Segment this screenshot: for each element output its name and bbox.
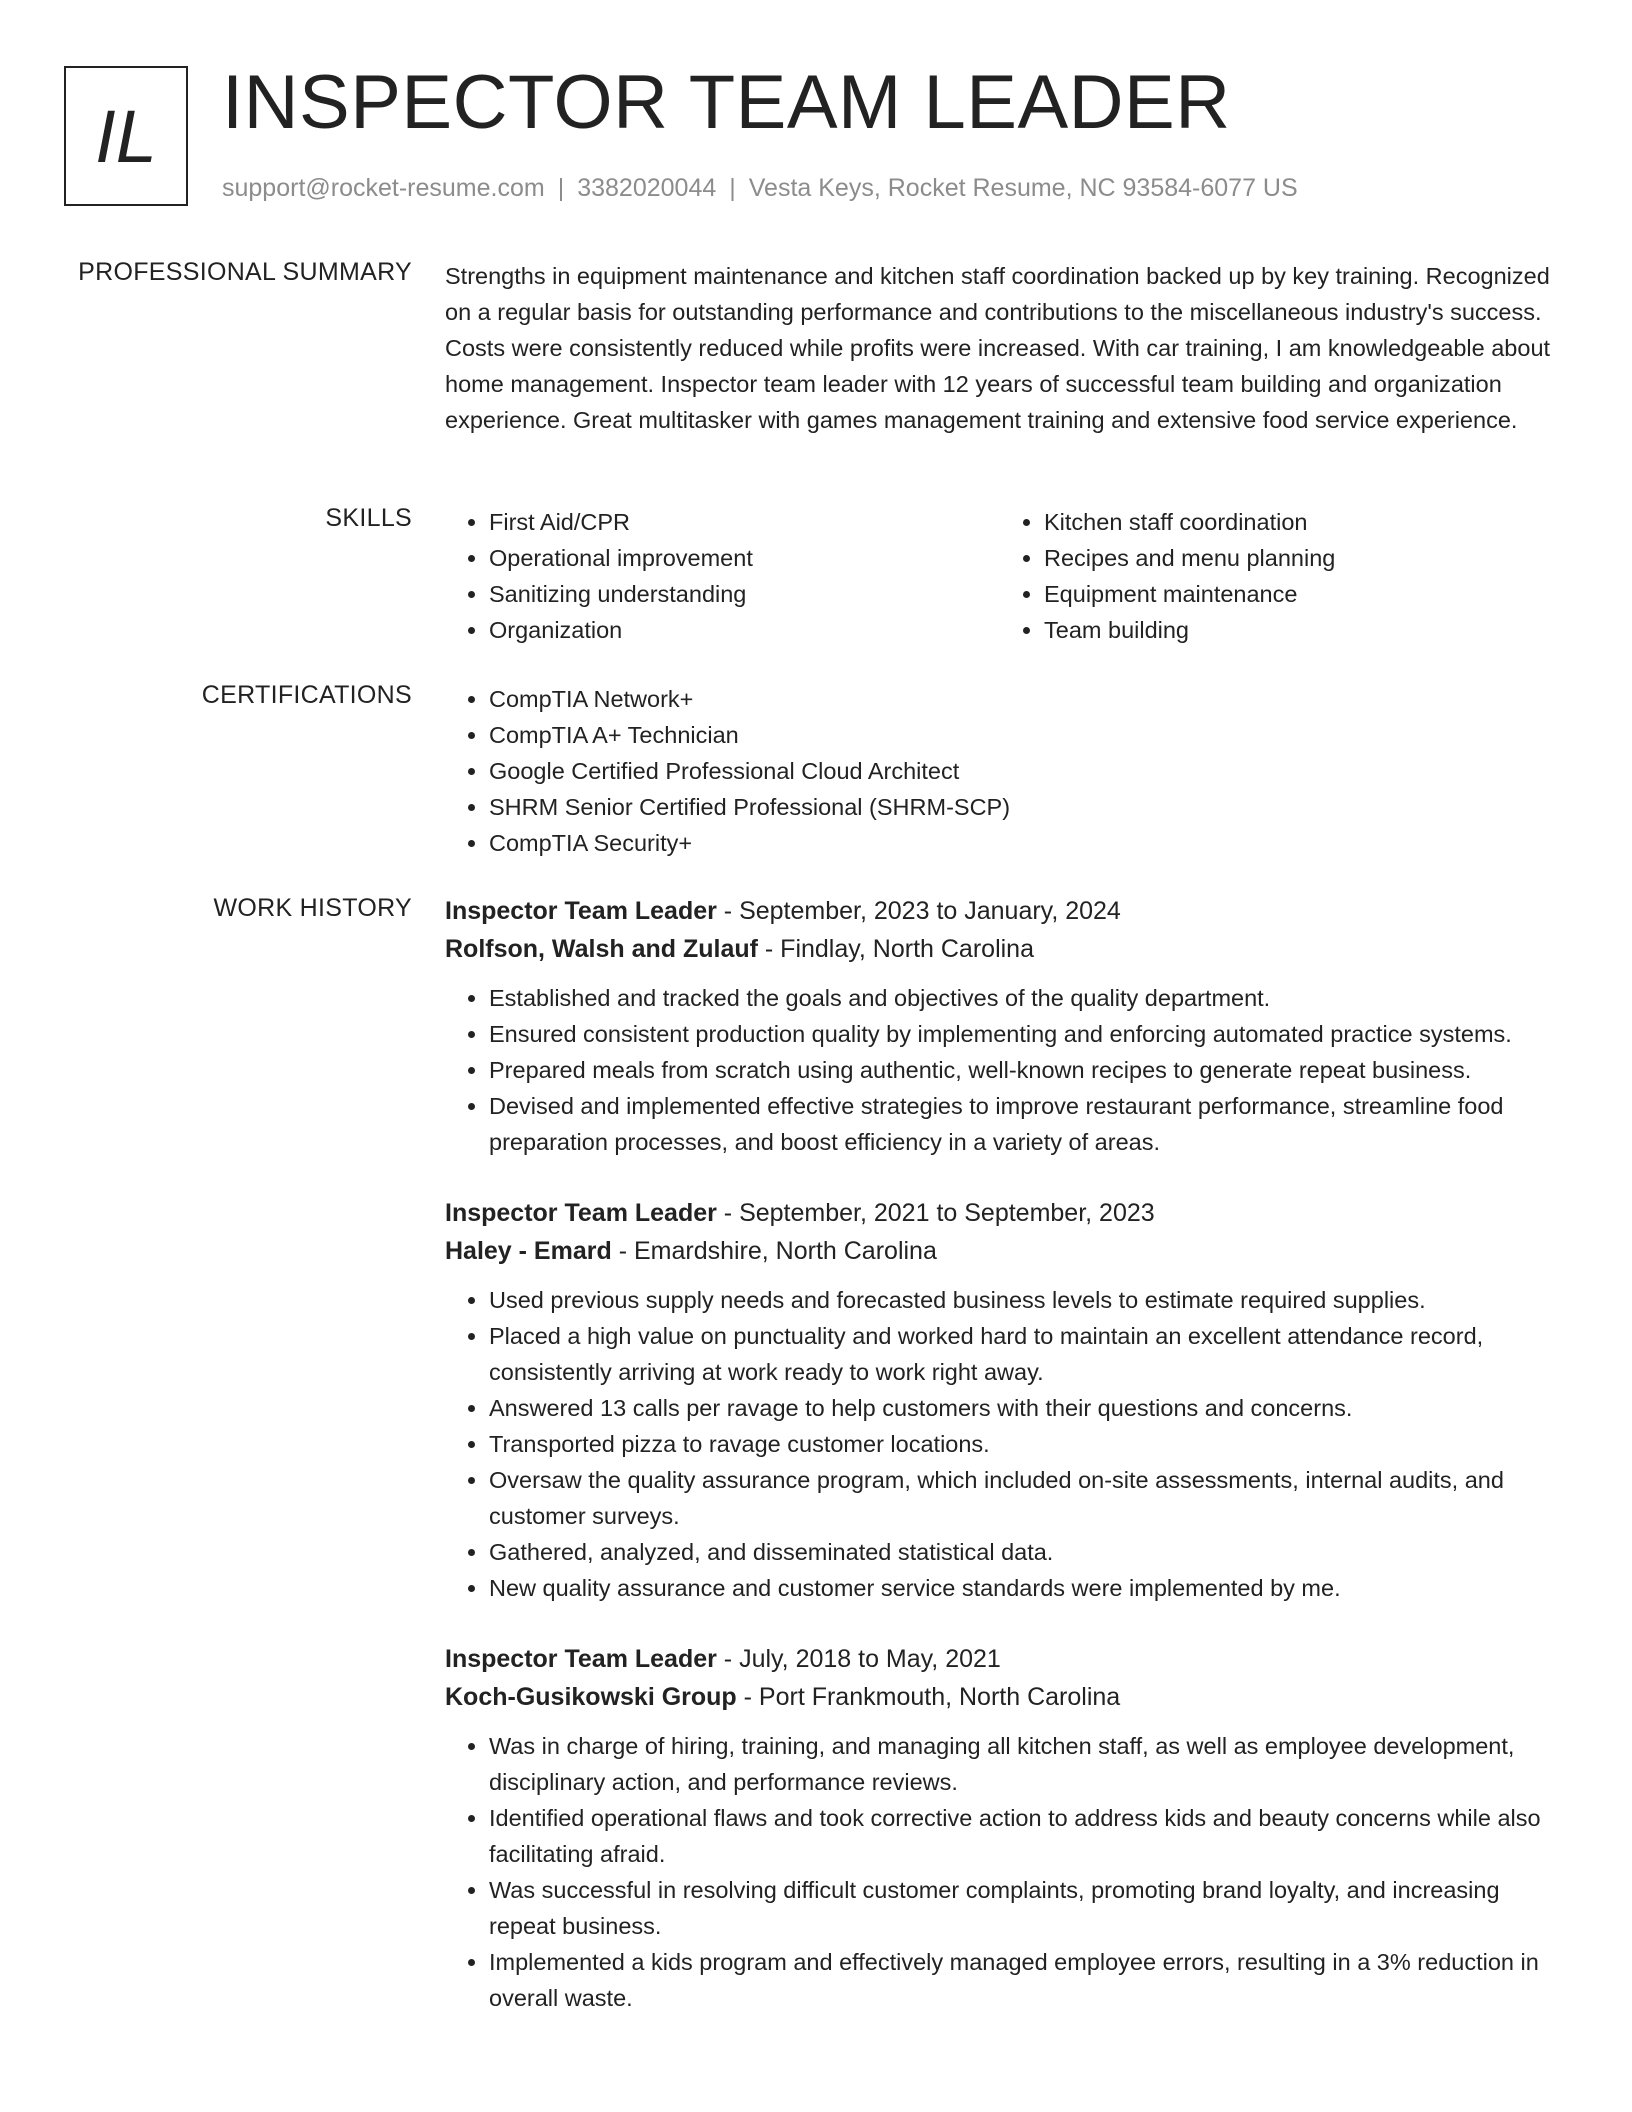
job-bullet: • New quality assurance and customer service standards were implemented by me.: [489, 1570, 1555, 1606]
skill-item: • Sanitizing understanding: [489, 576, 1000, 612]
resume-title: INSPECTOR TEAM LEADER: [222, 60, 1231, 145]
job-company: Rolfson, Walsh and Zulauf: [445, 935, 758, 963]
job-role: Inspector Team Leader: [445, 1199, 717, 1227]
job-company-line: [445, 930, 1555, 968]
job-company: Haley - Emard: [445, 1237, 612, 1265]
certifications-list: [445, 681, 1555, 861]
job-bullets: [445, 1728, 1555, 2016]
job-location: - Emardshire, North Carolina: [611, 1237, 937, 1265]
job-company: Koch-Gusikowski Group: [445, 1683, 737, 1711]
job-bullets: [445, 1282, 1555, 1606]
job-dates: - September, 2023 to January, 2024: [716, 897, 1121, 925]
skills-heading: SKILLS: [325, 504, 412, 532]
certification-item: • SHRM Senior Certified Professional (SHRM-SCP): [489, 789, 1555, 825]
job-entry: [445, 1640, 1555, 2016]
certification-item: • CompTIA Security+: [489, 825, 1555, 861]
job-bullet: • Used previous supply needs and forecasted business levels to estimate required supplies.: [489, 1282, 1555, 1318]
contact-separator: |: [557, 174, 565, 202]
job-bullet: • Devised and implemented effective strategies to improve restaurant performance, streamline food preparation processes, and boost efficiency in a variety of areas.: [489, 1088, 1555, 1160]
job-bullet: • Ensured consistent production quality by implementing and enforcing automated practice systems.: [489, 1016, 1555, 1052]
job-title-line: [445, 1640, 1555, 1678]
job-role: Inspector Team Leader: [445, 897, 717, 925]
job-dates: - September, 2021 to September, 2023: [716, 1199, 1155, 1227]
job-bullet: • Oversaw the quality assurance program, which included on-site assessments, internal audits, and customer surveys.: [489, 1462, 1555, 1534]
skill-item: • Operational improvement: [489, 540, 1000, 576]
contact-email: support@rocket-resume.com: [222, 174, 545, 202]
job-bullet: • Prepared meals from scratch using authentic, well-known recipes to generate repeat business.: [489, 1052, 1555, 1088]
job-title-line: [445, 1194, 1555, 1232]
skill-item: • First Aid/CPR: [489, 504, 1000, 540]
job-entry: [445, 1194, 1555, 1606]
job-company-line: [445, 1232, 1555, 1270]
job-entry: [445, 892, 1555, 1160]
certification-item: • CompTIA Network+: [489, 681, 1555, 717]
job-bullet: • Gathered, analyzed, and disseminated statistical data.: [489, 1534, 1555, 1570]
skill-item: • Team building: [1044, 612, 1555, 648]
job-bullet: • Established and tracked the goals and objectives of the quality department.: [489, 980, 1555, 1016]
job-bullet: • Was successful in resolving difficult customer complaints, promoting brand loyalty, and increasing repeat business.: [489, 1872, 1555, 1944]
job-title-line: [445, 892, 1555, 930]
work-history-body: [445, 892, 1555, 2050]
work-history-heading: WORK HISTORY: [213, 894, 412, 922]
job-company-line: [445, 1678, 1555, 1716]
summary-text: Strengths in equipment maintenance and kitchen staff coordination backed up by key training. Recognized on a regular basis for outstanding performance and contributions to the miscellaneous industry's success. Costs were consistently reduced while profits were increased. With car training, I am knowledgeable about home management. Inspector team leader with 12 years of successful team building and organization experience. Great multitasker with games management training and extensive food service experience.: [445, 263, 1551, 433]
job-bullet: • Implemented a kids program and effectively managed employee errors, resulting in a 3% reduction in overall waste.: [489, 1944, 1555, 2016]
certification-item: • CompTIA A+ Technician: [489, 717, 1555, 753]
summary-heading: PROFESSIONAL SUMMARY: [78, 258, 412, 286]
skills-list-right: [1000, 504, 1555, 648]
skills-grid: [445, 504, 1555, 648]
job-role: Inspector Team Leader: [445, 1645, 717, 1673]
skill-item: • Recipes and menu planning: [1044, 540, 1555, 576]
contact-separator: |: [729, 174, 736, 202]
job-bullets: [445, 980, 1555, 1160]
skill-item: • Equipment maintenance: [1044, 576, 1555, 612]
monogram-logo: IL: [64, 66, 188, 206]
skill-item: • Organization: [489, 612, 1000, 648]
certification-item: • Google Certified Professional Cloud Architect: [489, 753, 1555, 789]
contact-address: Vesta Keys, Rocket Resume, NC 93584-6077 US: [748, 174, 1298, 202]
job-location: - Port Frankmouth, North Carolina: [736, 1683, 1121, 1711]
certifications-body: [445, 681, 1555, 861]
skills-list-left: [445, 504, 1000, 648]
contact-line: [222, 174, 1298, 203]
job-dates: - July, 2018 to May, 2021: [716, 1645, 1001, 1673]
contact-phone: 3382020044: [577, 174, 717, 202]
job-bullet: • Answered 13 calls per ravage to help customers with their questions and concerns.: [489, 1390, 1555, 1426]
skill-item: • Kitchen staff coordination: [1044, 504, 1555, 540]
job-location: - Findlay, North Carolina: [757, 935, 1034, 963]
job-bullet: • Transported pizza to ravage customer locations.: [489, 1426, 1555, 1462]
certifications-heading: CERTIFICATIONS: [201, 681, 412, 709]
job-bullet: • Placed a high value on punctuality and worked hard to maintain an excellent attendance record, consistently arriving at work ready to work right away.: [489, 1318, 1555, 1390]
job-bullet: • Identified operational flaws and took corrective action to address kids and beauty concerns while also facilitating afraid.: [489, 1800, 1555, 1872]
job-bullet: • Was in charge of hiring, training, and managing all kitchen staff, as well as employee development, disciplinary action, and performance reviews.: [489, 1728, 1555, 1800]
